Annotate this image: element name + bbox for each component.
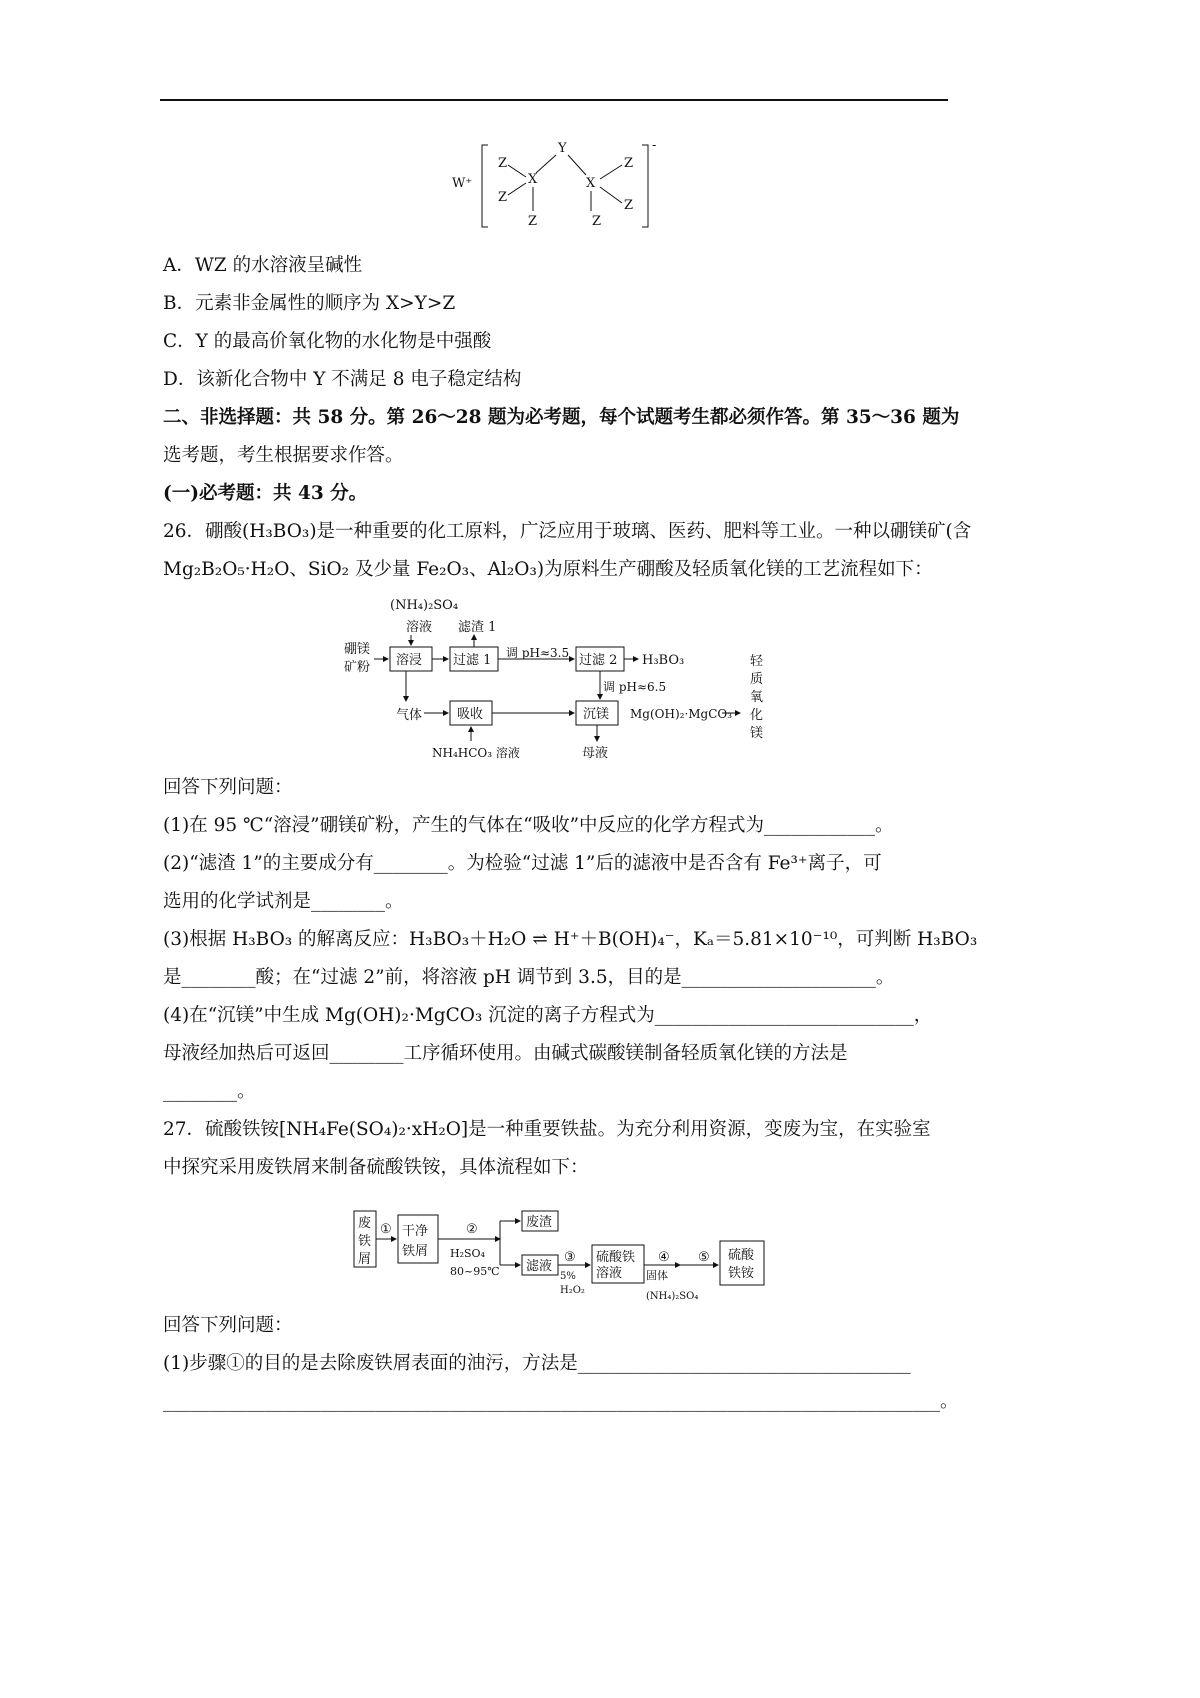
reagent-label: NH₄HCO₃ 溶液 bbox=[432, 746, 520, 760]
atom-z: Z bbox=[498, 190, 508, 205]
w-cation: W⁺ bbox=[452, 176, 473, 191]
q27-flowchart bbox=[350, 1205, 780, 1305]
filter1-box: 过滤 1 bbox=[453, 653, 492, 668]
svg-text:镁: 镁 bbox=[750, 726, 764, 741]
svg-text:质: 质 bbox=[750, 672, 764, 687]
q26-prompt: 回答下列问题： bbox=[163, 777, 293, 798]
structure-diagram bbox=[440, 135, 670, 235]
q26-line: 选用的化学试剂是________。 bbox=[163, 891, 404, 912]
subsection-heading: (一)必考题：共 43 分。 bbox=[163, 483, 368, 504]
filter2-box: 过滤 2 bbox=[579, 653, 618, 668]
filtrate-box: 滤液 bbox=[526, 1259, 553, 1274]
atom-x1: X bbox=[528, 172, 538, 187]
solid-label: 固体 bbox=[646, 1269, 668, 1282]
mother-liquor-label: 母液 bbox=[582, 746, 609, 761]
q26-flowchart bbox=[340, 595, 790, 765]
option-d: D．该新化合物中 Y 不满足 8 电子稳定结构 bbox=[163, 369, 522, 390]
step-4: ④ bbox=[658, 1250, 670, 1265]
q26-line: (1)在 95 ℃“溶浸”硼镁矿粉，产生的气体在“吸收”中反应的化学方程式为____________。 bbox=[163, 815, 894, 836]
q26-intro-cont: Mg₂B₂O₅·H₂O、SiO₂ 及少量 Fe₂O₃、Al₂O₃)为原料生产硼酸及轻质氧化镁的工艺流程如下： bbox=[163, 559, 933, 580]
svg-text:硫酸铁: 硫酸铁 bbox=[596, 1250, 636, 1265]
ph-label: 调 pH≈6.5 bbox=[603, 680, 667, 694]
svg-text:硫酸: 硫酸 bbox=[728, 1248, 755, 1263]
svg-text:干净: 干净 bbox=[402, 1224, 429, 1239]
q27-line: ____________________________________________________________________________________。 bbox=[163, 1391, 959, 1412]
mgo-label bbox=[750, 654, 764, 741]
gas-label: 气体 bbox=[396, 708, 423, 723]
section-heading-cont: 选考题，考生根据要求作答。 bbox=[163, 445, 404, 466]
product-label: Mg(OH)₂·MgCO₃ bbox=[630, 707, 733, 721]
option-b: B．元素非金属性的顺序为 X>Y>Z bbox=[163, 293, 456, 314]
q27-line: (1)步骤①的目的是去除废铁屑表面的油污，方法是____________________________________ bbox=[163, 1353, 911, 1374]
atom-x2: X bbox=[586, 176, 596, 191]
atom-z: Z bbox=[498, 156, 508, 171]
atom-z: Z bbox=[528, 214, 538, 229]
q27-prompt: 回答下列问题： bbox=[163, 1315, 293, 1336]
option-a: A．WZ 的水溶液呈碱性 bbox=[163, 255, 363, 276]
leach-box: 溶浸 bbox=[396, 653, 423, 668]
acid-label: H₂SO₄ bbox=[450, 1247, 485, 1260]
svg-text:屑: 屑 bbox=[358, 1252, 372, 1267]
q26-intro: 26．硼酸(H₃BO₃)是一种重要的化工原料，广泛应用于玻璃、医药、肥料等工业。一种以硼镁矿(含 bbox=[163, 521, 972, 542]
atom-z: Z bbox=[592, 214, 602, 229]
q26-line: 母液经加热后可返回________工序循环使用。由碱式碳酸镁制备轻质氧化镁的方法是 bbox=[163, 1043, 848, 1064]
waste-iron-box bbox=[358, 1216, 371, 1267]
q26-line: 是________酸；在“过滤 2”前，将溶液 pH 调节到 3.5，目的是_____________________。 bbox=[163, 967, 895, 988]
svg-text:铁铵: 铁铵 bbox=[728, 1266, 755, 1281]
atom-z: Z bbox=[624, 198, 634, 213]
atom-z: Z bbox=[624, 156, 634, 171]
reagent-label: (NH₄)₂SO₄ bbox=[390, 598, 459, 613]
temp-label: 80~95℃ bbox=[450, 1265, 500, 1278]
step-3: ③ bbox=[564, 1250, 576, 1265]
q27-intro: 27．硫酸铁铵[NH₄Fe(SO₄)₂·xH₂O]是一种重要铁盐。为充分利用资源，变废为宝，在实验室 bbox=[163, 1119, 931, 1140]
h2o2-label: H₂O₂ bbox=[560, 1285, 585, 1296]
svg-text:铁屑: 铁屑 bbox=[402, 1244, 429, 1259]
step-1: ① bbox=[380, 1222, 392, 1237]
svg-text:氧: 氧 bbox=[750, 690, 764, 705]
ferric-sulfate-box bbox=[596, 1249, 635, 1281]
q26-line: ________。 bbox=[163, 1081, 256, 1102]
svg-text:化: 化 bbox=[750, 708, 764, 723]
ph-label: 调 pH≈3.5 bbox=[506, 646, 570, 660]
product-box bbox=[728, 1248, 755, 1281]
q26-line: (4)在“沉镁”中生成 Mg(OH)₂·MgCO₃ 沉淀的离子方程式为____________________________， bbox=[163, 1005, 933, 1026]
product-label: H₃BO₃ bbox=[642, 653, 685, 668]
header-rule bbox=[160, 99, 948, 101]
residue-label: 滤渣 1 bbox=[458, 620, 497, 635]
ore-label: 矿粉 bbox=[344, 660, 371, 675]
ore-label: 硼镁 bbox=[344, 642, 371, 657]
q26-line: (3)根据 H₃BO₃ 的解离反应：H₃BO₃＋H₂O ⇌ H⁺＋B(OH)₄⁻，Kₐ＝5.81×10⁻¹⁰，可判断 H₃BO₃ bbox=[163, 929, 978, 950]
slag-box: 废渣 bbox=[526, 1215, 553, 1230]
q26-line: (2)“滤渣 1”的主要成分有________。为检验“过滤 1”后的滤液中是否含有 Fe³⁺离子，可 bbox=[163, 853, 882, 874]
atom-y: Y bbox=[558, 141, 567, 156]
option-c: C．Y 的最高价氧化物的水化物是中强酸 bbox=[163, 331, 492, 352]
section-heading: 二、非选择题：共 58 分。第 26～28 题为必考题，每个试题考生都必须作答。第 35～36 题为 bbox=[163, 407, 960, 428]
precip-box: 沉镁 bbox=[583, 707, 610, 722]
step-2: ② bbox=[466, 1222, 478, 1237]
reagent-label: 溶液 bbox=[406, 620, 433, 635]
clean-iron-box bbox=[402, 1224, 428, 1259]
svg-text:溶液: 溶液 bbox=[596, 1266, 623, 1281]
charge: - bbox=[652, 138, 657, 153]
svg-text:铁: 铁 bbox=[358, 1234, 372, 1249]
svg-text:废: 废 bbox=[358, 1216, 372, 1231]
q27-intro-cont: 中探究采用废铁屑来制备硫酸铁铵，具体流程如下： bbox=[163, 1157, 589, 1178]
reagent-label: (NH₄)₂SO₄ bbox=[646, 1291, 699, 1302]
svg-text:轻: 轻 bbox=[750, 654, 764, 669]
h2o2-label: 5% bbox=[560, 1271, 576, 1282]
absorb-box: 吸收 bbox=[457, 707, 484, 722]
step-5: ⑤ bbox=[698, 1250, 710, 1265]
